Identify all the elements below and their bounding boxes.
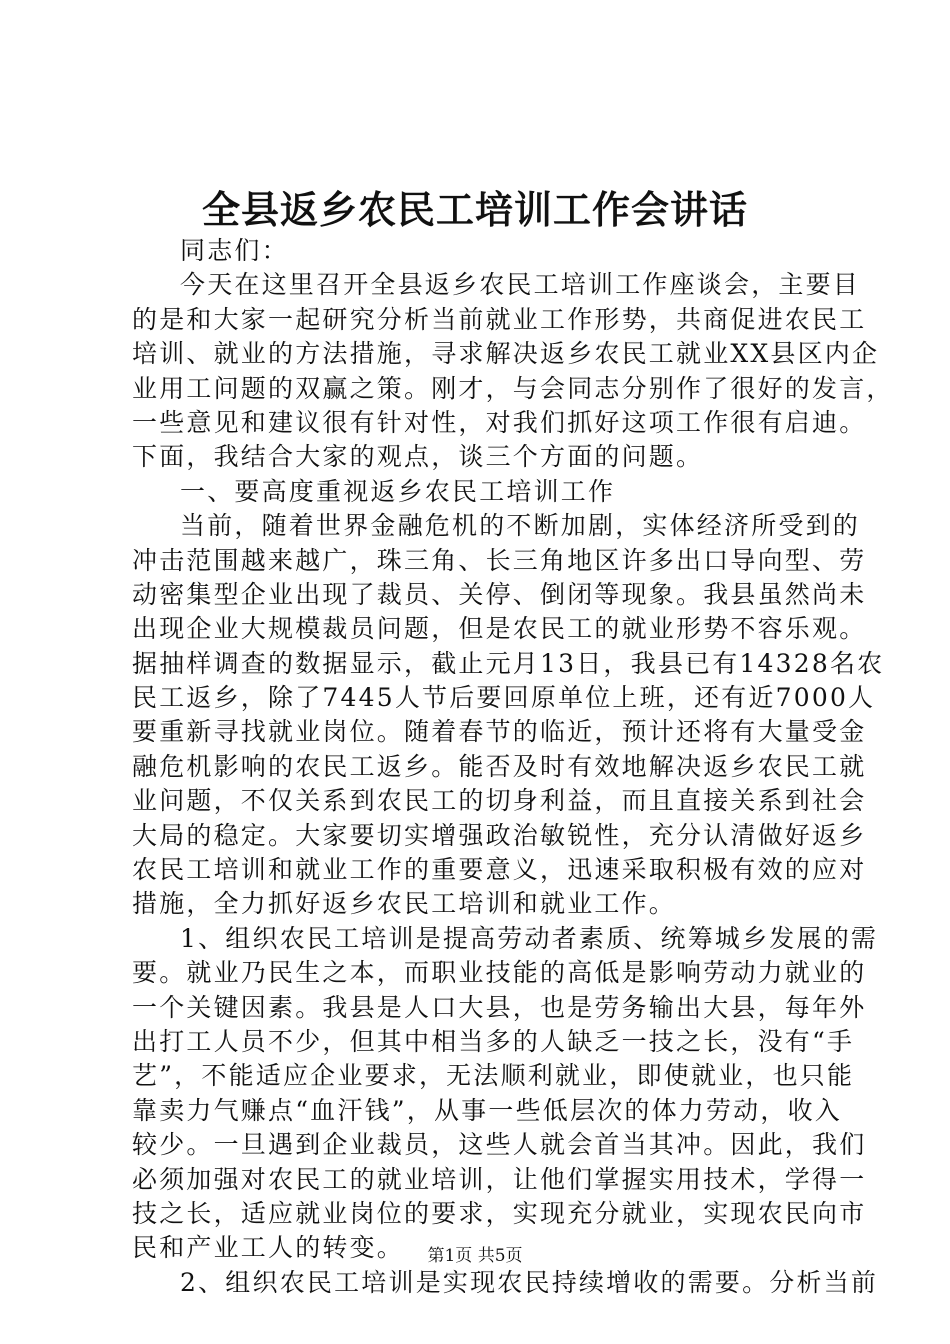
text-line: 民和产业工人的转变。 [132,1233,405,1263]
text-line: 出打工人员不少，但其中相当多的人缺乏一技之长，没有“手 [132,1026,855,1056]
document-title: 全县返乡农民工培训工作会讲话 [201,187,748,232]
text-line: 今天在这里召开全县返乡农民工培训工作座谈会，主要目 [180,270,861,300]
text-line: 出现企业大规模裁员问题，但是农民工的就业形势不容乐观。 [132,614,867,644]
text-line: 动密集型企业出现了裁员、关停、倒闭等现象。我县虽然尚未 [132,579,867,609]
document-body [132,234,894,1300]
text-line: 的是和大家一起研究分析当前就业工作形势，共商促进农民工 [132,304,867,334]
text-line: 一些意见和建议很有针对性，对我们抓好这项工作很有启迪。 [132,407,867,437]
text-line: 必须加强对农民工的就业培训，让他们掌握实用技术，学得一 [132,1164,867,1194]
text-line: 一、要高度重视返乡农民工培训工作 [180,476,616,506]
text-line: 同志们： [180,236,289,265]
text-line: 培训、就业的方法措施，寻求解决返乡农民工就业XX县区内企 [132,339,880,369]
text-line: 2、组织农民工培训是实现农民持续增收的需要。分析当前 [180,1267,879,1297]
text-line: 技之长，适应就业岗位的要求，实现充分就业，实现农民向市 [132,1198,867,1228]
text-line: 下面，我结合大家的观点，谈三个方面的问题。 [132,442,704,472]
text-line: 业用工问题的双赢之策。刚才，与会同志分别作了很好的发言， [132,373,894,403]
text-line: 要。就业乃民生之本，而职业技能的高低是影响劳动力就业的 [132,958,867,988]
text-line: 艺”，不能适应企业要求，无法顺利就业，即使就业，也只能 [132,1061,855,1091]
text-line: 业问题，不仅关系到农民工的切身利益，而且直接关系到社会 [132,786,867,816]
text-line: 一个关键因素。我县是人口大县，也是劳务输出大县，每年外 [132,992,867,1022]
text-line: 农民工培训和就业工作的重要意义，迅速采取积极有效的应对 [132,855,867,885]
page-footer: 第1页 共5页 [427,1246,523,1266]
text-line: 大局的稳定。大家要切实增强政治敏锐性，充分认清做好返乡 [132,820,867,850]
text-line: 据抽样调查的数据显示，截止元月13日，我县已有14328名农 [132,648,885,678]
text-line: 1、组织农民工培训是提高劳动者素质、统筹城乡发展的需 [180,923,879,953]
text-line: 措施，全力抓好返乡农民工培训和就业工作。 [132,889,677,919]
text-line: 当前，随着世界金融危机的不断加剧，实体经济所受到的 [180,511,861,541]
text-line: 靠卖力气赚点“血汗钱”，从事一些低层次的体力劳动，收入 [132,1095,842,1125]
text-line: 要重新寻找就业岗位。随着春节的临近，预计还将有大量受金 [132,717,867,747]
text-line: 较少。一旦遇到企业裁员，这些人就会首当其冲。因此，我们 [132,1130,867,1160]
text-line: 民工返乡，除了7445人节后要回原单位上班，还有近7000人 [132,683,876,713]
text-line: 冲击范围越来越广，珠三角、长三角地区许多出口导向型、劳 [132,545,867,575]
text-line: 融危机影响的农民工返乡。能否及时有效地解决返乡农民工就 [132,751,867,781]
